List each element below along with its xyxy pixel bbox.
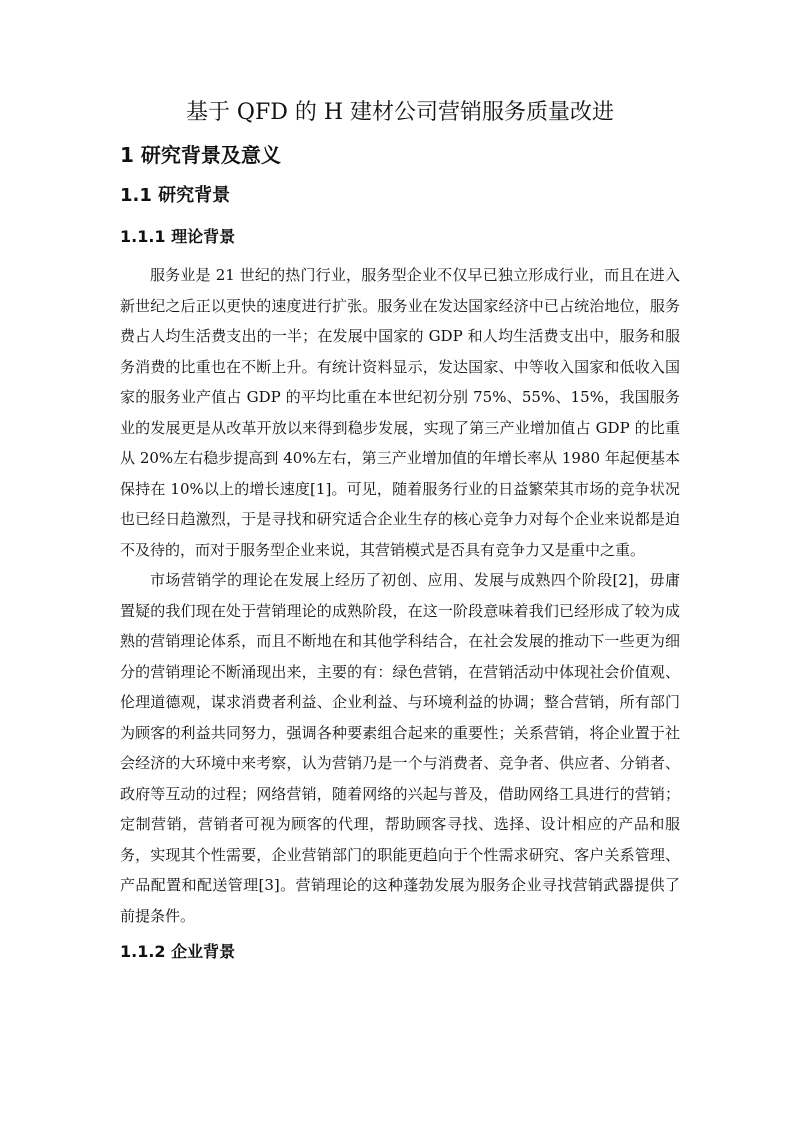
section-heading-1: 1 研究背景及意义 <box>120 143 281 167</box>
document-title: 基于 QFD 的 H 建材公司营销服务质量改进 <box>185 100 615 125</box>
section-gap <box>120 931 680 939</box>
document-page <box>120 96 680 975</box>
body-paragraph: 服务业是 21 世纪的热门行业，服务型企业不仅早已独立形成行业，而且在进入新世纪之后正以更快的速度进行扩张。服务业在发达国家经济中已占统治地位，服务费占人均生活费支出的一半；在发展中国家的 GDP 和人均生活费支出中，服务和服务消费的比重也在不断上升。有统计资料显示，发达国家、中等收入国家和低收入国家的服务业产值占 GDP 的平均比重在本世纪初分别 75%、55%、15%，我国服务业的发展更是从改革开放以来得到稳步发展，实现了第三产业增加值占 GDP 的比重从 20%左右稳步提高到 40%左右，第三产业增加值的年增长率从 1980 年起便基本保持在 10%以上的增长速度[1]。可见，随着服务行业的日益繁荣其市场的竞争状况也已经日趋激烈，于是寻找和研究适合企业生存的核心竞争力对每个企业来说都是迫不及待的，而对于服务型企业来说，其营销模式是否具有竞争力又是重中之重。 <box>120 266 680 559</box>
body-paragraph: 市场营销学的理论在发展上经历了初创、应用、发展与成熟四个阶段[2]，毋庸置疑的我们现在处于营销理论的成熟阶段，在这一阶段意味着我们已经形成了较为成熟的营销理论体系，而且不断地在和其他学科结合，在社会发展的推动下一些更为细分的营销理论不断涌现出来，主要的有：绿色营销，在营销活动中体现社会价值观、伦理道德观，谋求消费者利益、企业利益、与环境利益的协调；整合营销，所有部门为顾客的利益共同努力，强调各种要素组合起来的重要性；关系营销，将企业置于社会经济的大环境中来考察，认为营销乃是一个与消费者、竞争者、供应者、分销者、政府等互动的过程；网络营销，随着网络的兴起与普及，借助网络工具进行的营销；定制营销，营销者可视为顾客的代理，帮助顾客寻找、选择、设计相应的产品和服务，实现其个性需要，企业营销部门的职能更趋向于个性需求研究、客户关系管理、产品配置和配送管理[3]。营销理论的这种蓬勃发展为服务企业寻找营销武器提供了前提条件。 <box>120 571 680 925</box>
section-heading-1-1: 1.1 研究背景 <box>120 185 231 206</box>
section-heading-1-1-2: 1.1.2 企业背景 <box>120 942 236 961</box>
section-heading-1-1-1: 1.1.1 理论背景 <box>120 227 236 246</box>
